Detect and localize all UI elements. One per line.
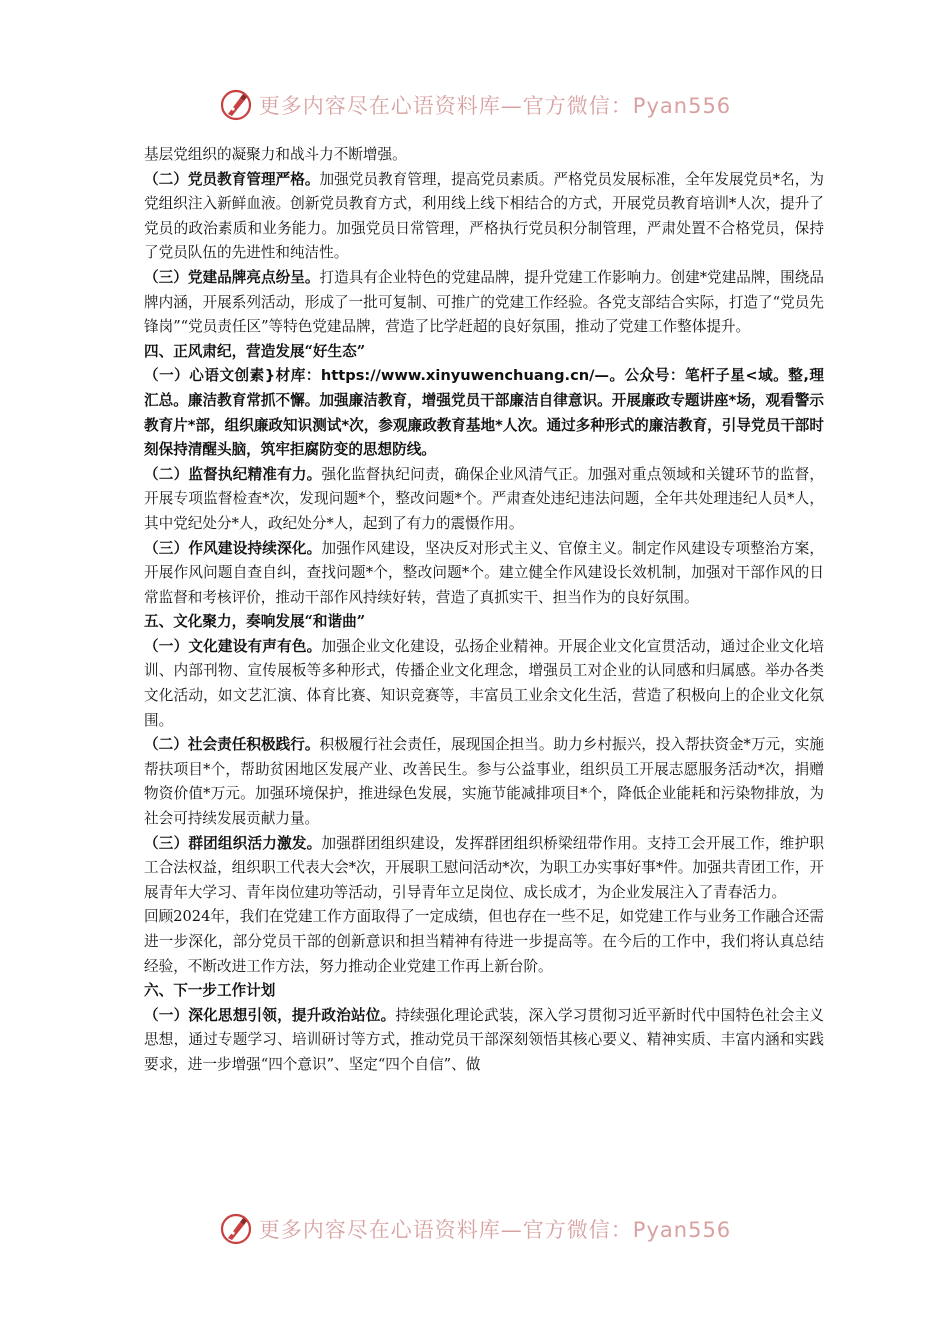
paragraph-lead: （二）社会责任积极践行。: [144, 736, 320, 754]
paragraph: [144, 463, 824, 537]
paragraph: [144, 537, 824, 611]
pen-nib-logo-icon: [219, 88, 253, 122]
paragraph: 回顾2024年，我们在党建工作方面取得了一定成绩，但也存在一些不足，如党建工作与业务工作融合还需进一步深化，部分党员干部的创新意识和担当精神有待进一步提高等。在今后的工作中，我们将认真总结经验，不断改进工作方法，努力推动企业党建工作再上新台阶。: [144, 908, 824, 975]
section-heading: 六、下一步工作计划: [144, 982, 276, 1000]
paragraph: [144, 168, 824, 266]
paragraph: [144, 832, 824, 906]
paragraph-lead: （三）党建品牌亮点纷呈。: [144, 268, 320, 286]
paragraph: [144, 635, 824, 733]
paragraph: [144, 733, 824, 831]
paragraph-body: 强化监督执纪问责，确保企业风清气正。加强对重点领域和关键环节的监督，开展专项监督检查*次，发现问题*个，整改问题*个。严肃查处违纪违法问题，全年共处理违纪人员*人，其中党纪处分*人，政纪处分*人，起到了有力的震慑作用。: [144, 465, 824, 532]
paragraph-body: 打造具有企业特色的党建品牌，提升党建工作影响力。创建*党建品牌，围绕品牌内涵，开展系列活动，形成了一批可复制、可推广的党建工作经验。各党支部结合实际，打造了“党员先锋岗”“党员责任区”等特色党建品牌，营造了比学赶超的良好氛围，推动了党建工作整体提升。: [144, 268, 824, 336]
document-body: [144, 143, 824, 1078]
paragraph-lead: （三）作风建设持续深化。: [144, 539, 322, 557]
section-heading: 五、文化聚力，奏响发展“和谐曲”: [144, 613, 366, 631]
paragraph-body: 积极履行社会责任，展现国企担当。助力乡村振兴，投入帮扶资金*万元，实施帮扶项目*个，帮助贫困地区发展产业、改善民生。参与公益事业，组织员工开展志愿服务活动*次，捐赠物资价值*万元。加强环境保护，推进绿色发展，实施节能减排项目*个，降低企业能耗和污染物排放，为社会可持续发展贡献力量。: [144, 736, 824, 828]
paragraph-body: 加强企业文化建设，弘扬企业精神。开展企业文化宣贯活动，通过企业文化培训、内部刊物、宣传展板等多种形式，传播企业文化理念，增强员工对企业的认同感和归属感。举办各类文化活动，如文艺汇演、体育比赛、知识竞赛等，丰富员工业余文化生活，营造了积极向上的企业文化氛围。: [144, 637, 824, 729]
paragraph: [144, 1004, 824, 1078]
paragraph-lead: （一）深化思想引领，提升政治站位。: [144, 1006, 396, 1024]
paragraph-body: 加强党员教育管理，提高党员素质。严格党员发展标准，全年发展党员*名，为党组织注入新鲜血液。创新党员教育方式，利用线上线下相结合的方式，开展党员教育培训*人次，提升了党员的政治素质和业务能力。加强党员日常管理，严格执行党员积分制管理，严肃处置不合格党员，保持了党员队伍的先进性和纯洁性。: [144, 170, 824, 262]
header-watermark-banner: [0, 85, 950, 125]
paragraph-lead: （一）文化建设有声有色。: [144, 637, 322, 655]
watermark-text: 更多内容尽在心语资料库—官方微信：Pyan556: [258, 94, 732, 118]
paragraph: [144, 266, 824, 340]
pen-nib-logo-icon: [219, 1212, 253, 1246]
footer-watermark-banner: [0, 1209, 950, 1249]
paragraph-body: 加强作风建设，坚决反对形式主义、官僚主义。制定作风建设专项整治方案，开展作风问题自查自纠，查找问题*个，整改问题*个。建立健全作风建设长效机制，加强对干部作风的日常监督和考核评价，推动干部作风持续好转，营造了真抓实干、担当作为的良好氛围。: [144, 539, 824, 606]
watermark-text: 更多内容尽在心语资料库—官方微信：Pyan556: [258, 1218, 732, 1242]
section-heading: 四、正风肃纪，营造发展“好生态”: [144, 342, 366, 360]
paragraph-lead: （二）监督执纪精准有力。: [144, 465, 322, 483]
paragraph-lead: （二）党员教育管理严格。: [144, 170, 320, 188]
paragraph: （一）心语文创素}材库：https://www.xinyuwenchuang.cn/—。公众号：笔杆子星<域。整,理汇总。廉洁教育常抓不懈。加强廉洁教育，增强党员干部廉洁自律意识。开展廉政专题讲座*场，观看警示教育片*部，组织廉政知识测试*次，参观廉政教育基地*人次。通过多种形式的廉洁教育，引导党员干部时刻保持清醒头脑，筑牢拒腐防变的思想防线。: [144, 367, 824, 459]
paragraph: 基层党组织的凝聚力和战斗力不断增强。: [144, 146, 407, 163]
paragraph-body: 加强群团组织建设，发挥群团组织桥梁纽带作用。支持工会开展工作，维护职工合法权益，组织职工代表大会*次，开展职工慰问活动*次，为职工办实事好事*件。加强共青团工作，开展青年大学习、青年岗位建功等活动，引导青年立足岗位、成长成才，为企业发展注入了青春活力。: [144, 834, 824, 901]
paragraph-body: 持续强化理论武装，深入学习贯彻习近平新时代中国特色社会主义思想，通过专题学习、培训研讨等方式，推动党员干部深刻领悟其核心要义、精神实质、丰富内涵和实践要求，进一步增强“四个意识”、坚定“四个自信”、做: [144, 1006, 824, 1073]
paragraph-lead: （三）群团组织活力激发。: [144, 834, 322, 852]
